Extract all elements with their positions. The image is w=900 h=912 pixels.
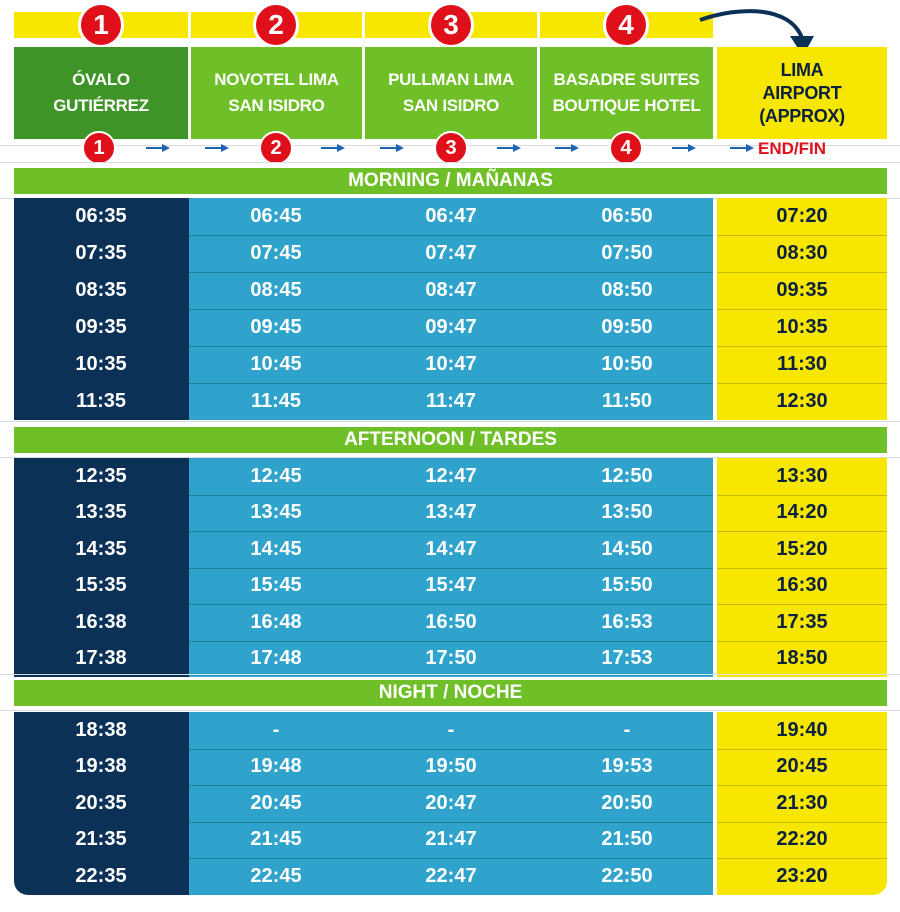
stop-time: 17:50 <box>425 647 477 670</box>
route-stop-3-badge: 3 <box>434 131 468 165</box>
departure-time: 13:35 <box>75 501 127 524</box>
stop-time: 22:45 <box>250 864 302 887</box>
stop-time: 19:53 <box>601 755 653 778</box>
arrival-time: 19:40 <box>776 718 828 741</box>
stop-time: 12:45 <box>250 464 302 487</box>
stop-time: 16:50 <box>425 610 477 633</box>
arrival-time: 21:30 <box>776 791 828 814</box>
stop-time: 08:50 <box>601 279 653 301</box>
stop-time: 09:47 <box>425 316 477 338</box>
night-divider <box>0 674 900 675</box>
stop-time: 19:50 <box>425 755 477 778</box>
stop-time: 14:47 <box>425 537 477 560</box>
stop-time: 07:50 <box>601 242 653 264</box>
afternoon-section-title: AFTERNOON / TARDES <box>14 427 887 453</box>
arrival-time: 08:30 <box>776 242 828 264</box>
stop-time: 21:45 <box>250 828 302 851</box>
departure-time: 15:35 <box>75 574 127 597</box>
stop-time: 22:47 <box>425 864 477 887</box>
stop-3-number-badge: 3 <box>428 2 474 48</box>
stop-4-label: BASADRE SUITES BOUTIQUE HOTEL <box>552 70 701 115</box>
stop-time: 15:50 <box>601 574 653 597</box>
stop-time: - <box>272 718 280 741</box>
stop-4-number-badge: 4 <box>603 2 649 48</box>
arrival-time: 09:35 <box>776 279 828 301</box>
stop-time: 11:50 <box>601 390 653 412</box>
stop-1-number-badge: 1 <box>78 2 124 48</box>
stop-time: 11:45 <box>250 390 302 412</box>
stop-time: 06:45 <box>250 205 302 227</box>
stop-time: 09:45 <box>250 316 302 338</box>
route-stop-1-badge: 1 <box>82 131 116 165</box>
stop-time: 10:47 <box>425 353 477 375</box>
stop-time: 20:47 <box>425 791 477 814</box>
stop-time: 17:48 <box>250 647 302 670</box>
stop-time: 20:50 <box>601 791 653 814</box>
stop-time: 21:50 <box>601 828 653 851</box>
departure-time: 22:35 <box>75 864 127 887</box>
departure-time: 12:35 <box>75 464 127 487</box>
arrival-time: 16:30 <box>776 574 828 597</box>
arrival-time: 17:35 <box>776 610 828 633</box>
departure-time: 14:35 <box>75 537 127 560</box>
stop-time: 07:45 <box>250 242 302 264</box>
route-arrow-icon <box>321 143 345 153</box>
morning-section-title: MORNING / MAÑANAS <box>14 168 887 194</box>
arrival-time: 23:20 <box>776 864 828 887</box>
departure-time: 20:35 <box>75 791 127 814</box>
afternoon-divider <box>0 421 900 422</box>
departure-time: 19:38 <box>75 755 127 778</box>
stop-time: 06:47 <box>425 205 477 227</box>
route-arrow-icon <box>205 143 229 153</box>
route-arrow-icon <box>497 143 521 153</box>
stop-time: 20:45 <box>250 791 302 814</box>
stop-time: 06:50 <box>601 205 653 227</box>
departure-time: 07:35 <box>75 242 127 264</box>
route-arrow-icon <box>672 143 696 153</box>
stop-time: 22:50 <box>601 864 653 887</box>
arrival-time: 11:30 <box>776 353 828 375</box>
stop-time: 07:47 <box>425 242 477 264</box>
stop-time: 13:47 <box>425 501 477 524</box>
stop-time: 15:45 <box>250 574 302 597</box>
departure-time: 16:38 <box>75 610 127 633</box>
stop-2-number-badge: 2 <box>253 2 299 48</box>
arrival-time: 15:20 <box>776 537 828 560</box>
departure-time: 09:35 <box>75 316 127 338</box>
night-section-title: NIGHT / NOCHE <box>14 680 887 706</box>
route-arrow-icon <box>146 143 170 153</box>
arrival-time: 12:30 <box>776 390 828 412</box>
departure-time: 08:35 <box>75 279 127 301</box>
stop-3-header <box>365 47 537 139</box>
stop-time: 14:50 <box>601 537 653 560</box>
airport-header <box>717 47 887 139</box>
stop-time: 21:47 <box>425 828 477 851</box>
stop-2-label: NOVOTEL LIMA SAN ISIDRO <box>214 70 339 115</box>
stop-time: 16:48 <box>250 610 302 633</box>
stop-time: 09:50 <box>601 316 653 338</box>
departure-time: 21:35 <box>75 828 127 851</box>
stop-time: 08:47 <box>425 279 477 301</box>
route-arrow-icon <box>555 143 579 153</box>
route-stop-2-badge: 2 <box>259 131 293 165</box>
stop-time: 14:45 <box>250 537 302 560</box>
route-arrow-icon <box>380 143 404 153</box>
stop-1-header <box>14 47 188 139</box>
stop-time: 12:50 <box>601 464 653 487</box>
stop-time: 10:45 <box>250 353 302 375</box>
stop-time: 19:48 <box>250 755 302 778</box>
arrival-time: 14:20 <box>776 501 828 524</box>
departure-time: 06:35 <box>75 205 127 227</box>
departure-time: 18:38 <box>75 718 127 741</box>
route-stop-4-badge: 4 <box>609 131 643 165</box>
arrival-time: 07:20 <box>776 205 828 227</box>
stop-time: - <box>623 718 631 741</box>
stop-time: 11:47 <box>425 390 477 412</box>
route-arrow-icon <box>730 143 754 153</box>
stop-time: 10:50 <box>601 353 653 375</box>
night-divider <box>0 710 900 711</box>
stop-4-header <box>540 47 713 139</box>
arrival-time: 20:45 <box>776 755 828 778</box>
stop-time: 13:50 <box>601 501 653 524</box>
morning-divider <box>0 162 900 163</box>
stop-1-label: ÓVALO GUTIÉRREZ <box>53 70 149 115</box>
stop-time: 12:47 <box>425 464 477 487</box>
stop-time: 16:53 <box>601 610 653 633</box>
arrival-time: 22:20 <box>776 828 828 851</box>
stop-3-label: PULLMAN LIMA SAN ISIDRO <box>388 70 514 115</box>
stop-time: 08:45 <box>250 279 302 301</box>
stop-time: 17:53 <box>601 647 653 670</box>
departure-time: 17:38 <box>75 647 127 670</box>
stop-2-header <box>191 47 362 139</box>
arrival-time: 13:30 <box>776 464 828 487</box>
arrival-time: 18:50 <box>776 647 828 670</box>
stop-time: 13:45 <box>250 501 302 524</box>
departure-time: 10:35 <box>75 353 127 375</box>
airport-label: LIMA AIRPORT (APPROX) <box>759 59 845 126</box>
stop-time: 15:47 <box>425 574 477 597</box>
arrival-time: 10:35 <box>776 316 828 338</box>
end-fin-label: END/FIN <box>758 139 826 158</box>
departure-time: 11:35 <box>75 390 127 412</box>
stop-time: - <box>447 718 455 741</box>
